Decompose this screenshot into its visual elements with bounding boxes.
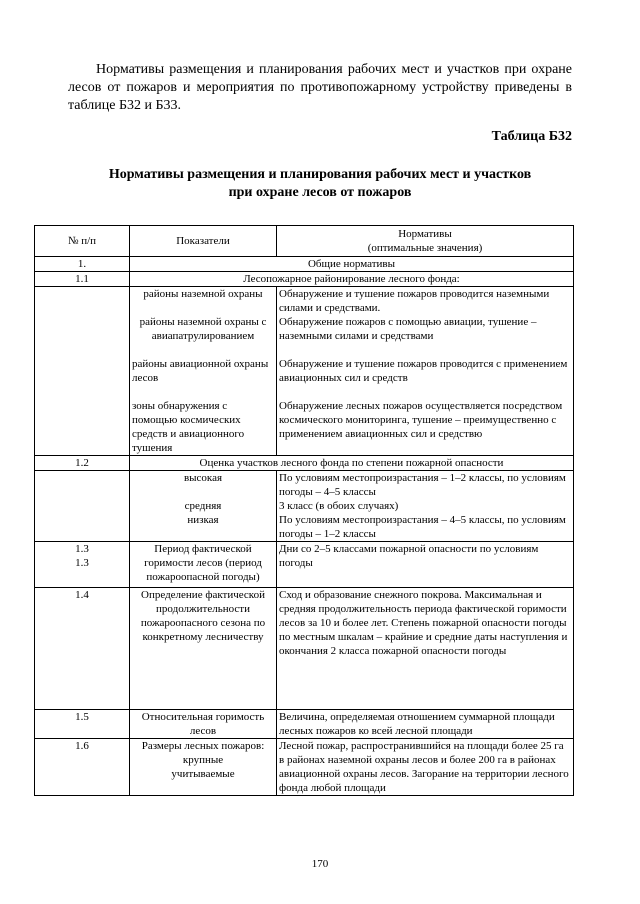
norms-table [34,225,574,796]
table-header-row [35,226,574,257]
table-row [35,588,574,710]
indicator-text: районы наземной охраны с авиапатрулированием [139,316,267,342]
header-norms-line1: Нормативы [398,228,452,240]
table-row [35,272,574,287]
indicator-text: учитываемые [171,768,235,780]
table-title-line2: при охране лесов от пожаров [228,185,412,200]
table-title-line1: Нормативы размещения и планирования рабочих мест и участков [108,167,532,182]
section-row [35,257,574,272]
indicator-text: средняя [184,500,222,512]
table-row [35,710,574,739]
norm-cell: Сход и образование снежного покрова. Максимальная и средняя продолжительность периода фактической горимости лесов за 10 и более лет. Степень пожарной опасности погоды по местным шкалам – крайние и средние даты наступления и окончания 2 класса пожарной опасности погоды [277,588,574,710]
header-num: № п/п [35,226,130,257]
indicator-text: высокая [183,472,223,484]
norm-text: Обнаружение и тушение пожаров проводится с применением авиационных сил и средств [279,358,568,384]
norm-text: Обнаружение лесных пожаров осуществляется посредством космического мониторинга, тушение – преимущественно с применением авиационных сил и средствю [279,400,563,440]
header-indicators: Показатели [130,226,277,257]
table-label: Таблица Б32 [491,129,572,144]
norm-text: 3 класс (в обоих случаях) [279,500,399,512]
row-span-title: Оценка участков лесного фонда по степени пожарной опасности [130,456,574,471]
section-title: Общие нормативы [130,257,574,272]
row-num-text: 1.3 [75,543,89,555]
norm-text: По условиям местопроизрастания – 1–2 классы, по условиям погоды – 4–5 классы [279,472,566,498]
row-num: 1.5 [35,710,130,739]
table-row [35,542,574,588]
indicator-text: районы наземной охраны [143,288,263,300]
row-num-text: 1.3 [75,557,89,569]
indicator-text: низкая [187,514,219,526]
norm-text: Обнаружение и тушение пожаров проводится наземными силами и средствами. [279,288,550,314]
indicator-cell: Относительная горимость лесов [130,710,277,739]
indicator-cell [130,471,277,542]
indicator-cell [130,287,277,456]
row-num [35,542,130,588]
table-row [35,739,574,796]
indicator-cell: Определение фактической продолжительности пожароопасного сезона по конкретному лесничеству [130,588,277,710]
norm-cell: Величина, определяемая отношением суммарной площади лесных пожаров ко всей лесной площади [277,710,574,739]
norm-text: Обнаружение пожаров с помощью авиации, тушение – наземными силами и средствами [279,316,537,342]
section-num: 1. [35,257,130,272]
row-span-title: Лесопожарное районирование лесного фонда: [130,272,574,287]
row-num-empty [35,471,130,542]
intro-paragraph: Нормативы размещения и планирования рабочих мест и участков при охране лесов от пожаров и мероприятия по противопожарному устройству приведены в таблице Б32 и Б33. [68,62,572,113]
row-num: 1.1 [35,272,130,287]
norm-cell: Дни со 2–5 классами пожарной опасности по условиям погоды [277,542,574,588]
table-row [35,471,574,542]
norm-cell [277,287,574,456]
indicator-text: Размеры лесных пожаров: [141,740,265,752]
norm-cell: Лесной пожар, распространившийся на площади более 25 га в районах наземной охраны лесов и более 200 га в районах авиационной охраны лесов. Загорание на территории лесного фонда любой площади [277,739,574,796]
table-title [68,166,572,202]
table-row [35,456,574,471]
row-num: 1.4 [35,588,130,710]
header-norms [277,226,574,257]
header-norms-line2: (оптимальные значения) [367,242,483,254]
row-num: 1.6 [35,739,130,796]
indicator-cell [130,739,277,796]
indicator-text: зоны обнаружения с помощью космических средств и авиационного тушения [132,400,245,454]
indicator-text: районы авиационной охраны лесов [132,358,269,384]
norm-cell [277,471,574,542]
row-num: 1.2 [35,456,130,471]
norm-text: По условиям местопроизрастания – 4–5 классы, по условиям погоды – 1–2 классы [279,514,566,540]
indicator-cell: Период фактической горимости лесов (период пожароопасной погоды) [130,542,277,588]
indicator-text: крупные [182,754,224,766]
page-number: 170 [311,858,329,870]
table-row [35,287,574,456]
row-num-empty [35,287,130,456]
